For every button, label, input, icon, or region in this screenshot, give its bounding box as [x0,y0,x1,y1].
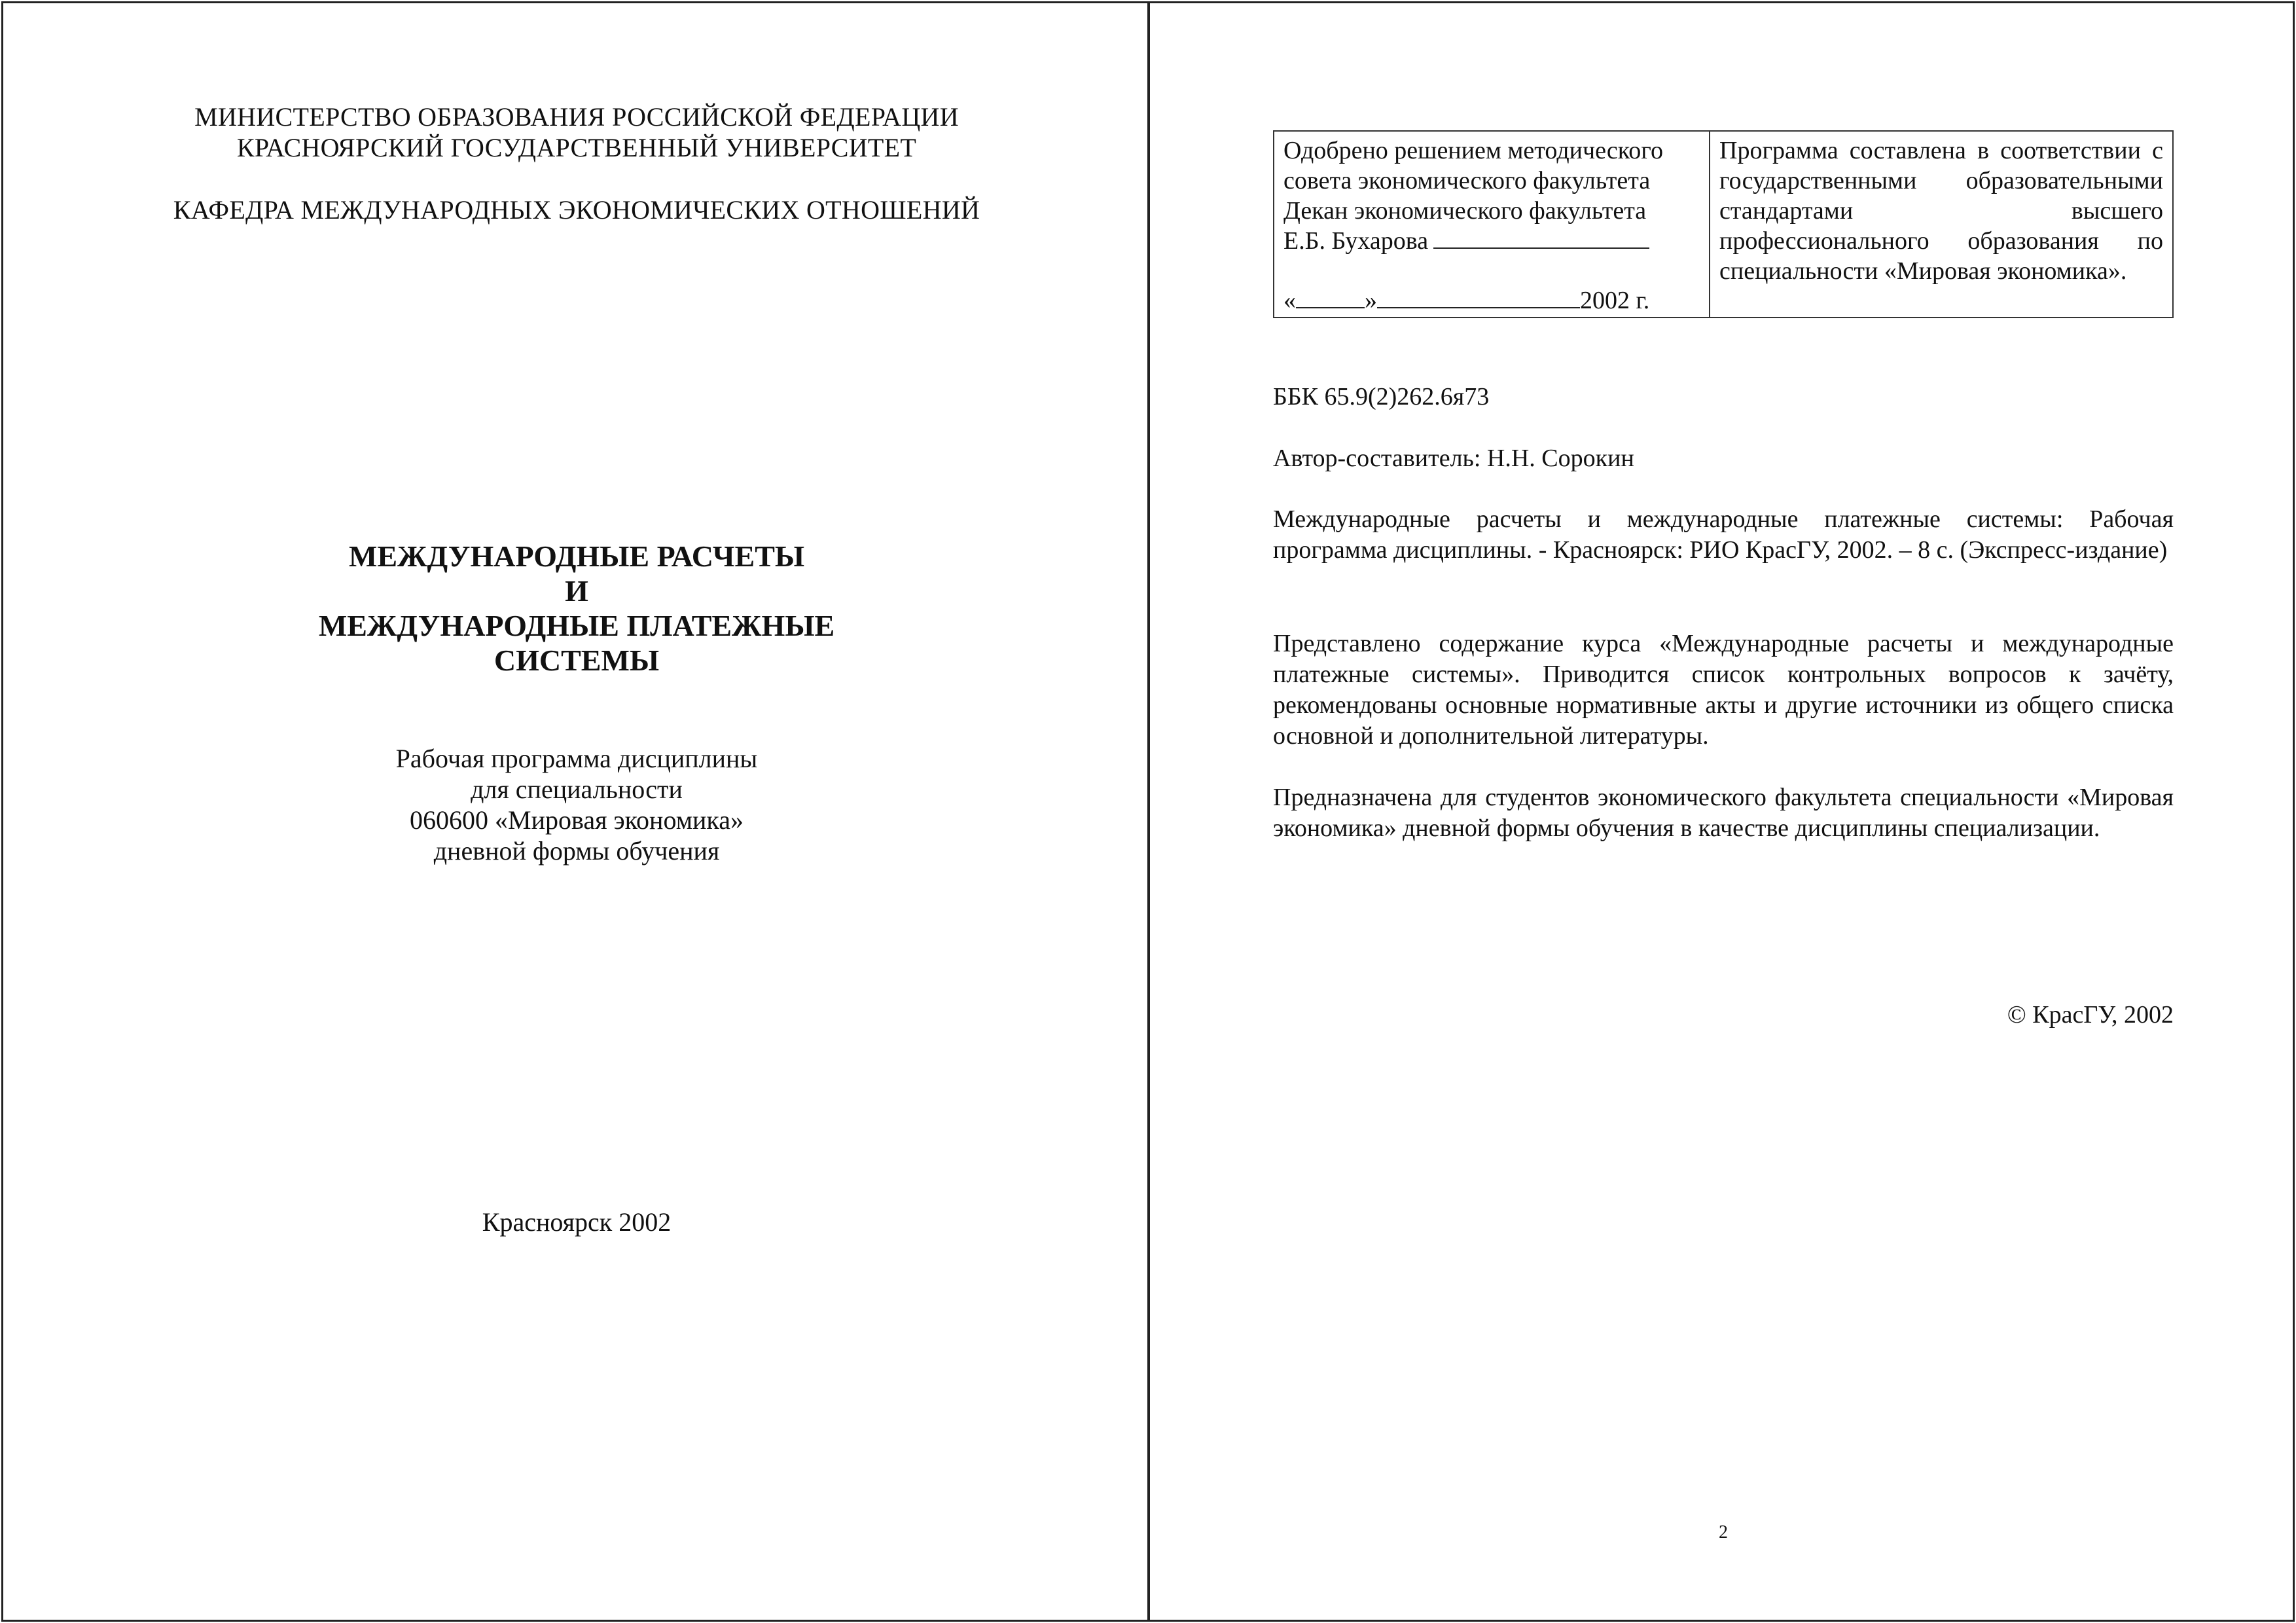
approval-line: Одобрено решением методического [1283,137,1663,164]
abstract-paragraph: Представлено содержание курса «Международные расчеты и международные платежные системы». Приводится список контрольных вопросов к зачёту, рекомендованы основные нормативные акты и другие источники из общего списка основной и дополнительной литературы. [1273,630,2174,750]
date-close-quote: » [1365,287,1377,314]
page-number: 2 [1719,1522,1728,1542]
title-line: МЕЖДУНАРОДНЫЕ РАСЧЕТЫ [348,539,805,573]
title-line: МЕЖДУНАРОДНЫЕ ПЛАТЕЖНЫЕ [318,609,835,642]
approval-date [1283,285,1649,316]
title-line: И [565,574,588,608]
place-year: Красноярск 2002 [482,1207,672,1237]
month-blank [1377,286,1580,308]
day-blank [1296,286,1365,308]
subtitle-line: Рабочая программа дисциплины [395,744,758,773]
approval-line: совета экономического факультета [1283,167,1651,194]
approval-cell [1274,131,1710,318]
department-header: КАФЕДРА МЕЖДУНАРОДНЫХ ЭКОНОМИЧЕСКИХ ОТНОШЕНИЙ [173,195,980,225]
approval-line: Декан экономического факультета [1283,197,1647,225]
program-compliance-cell [1710,131,2173,318]
university-header: КРАСНОЯРСКИЙ ГОСУДАРСТВЕННЫЙ УНИВЕРСИТЕТ [236,133,917,162]
audience-paragraph: Предназначена для студентов экономического факультета специальности «Мировая экономика» дневной формы обучения в качестве дисциплины специализации. [1273,784,2174,842]
bbk-code: ББК 65.9(2)262.6я73 [1273,383,1490,410]
copyright: © КрасГУ, 2002 [2007,1001,2174,1029]
ministry-header: МИНИСТЕРСТВО ОБРАЗОВАНИЯ РОССИЙСКОЙ ФЕДЕРАЦИИ [194,102,959,132]
signature-blank [1433,227,1649,249]
title-line: СИСТЕМЫ [493,644,660,677]
right-page [1148,1,2295,1622]
date-open-quote: « [1283,287,1296,314]
document-title [3,539,1150,678]
subtitle-line: для специальности [471,775,683,804]
author-line: Автор-составитель: Н.Н. Сорокин [1273,445,1634,472]
subtitle-line: дневной формы обучения [433,836,720,866]
bibliographic-reference: Международные расчеты и международные платежные системы: Рабочая программа дисциплины. - Красноярск: РИО КрасГУ, 2002. – 8 с. (Экспресс-издание) [1273,505,2174,564]
program-compliance-text: Программа составлена в соответствии с государственными образовательными стандартами высшего профессионального образования по специальности «Мировая экономика». [1719,137,2163,285]
dean-signature-line [1283,226,1700,256]
subtitle-line: 060600 «Мировая экономика» [410,805,744,835]
document-subtitle [3,743,1150,866]
left-page [1,1,1148,1622]
approval-row [1274,131,2173,318]
date-year: 2002 г. [1580,287,1650,314]
approval-table [1273,130,2174,318]
dean-name: Е.Б. Бухарова [1283,227,1429,255]
